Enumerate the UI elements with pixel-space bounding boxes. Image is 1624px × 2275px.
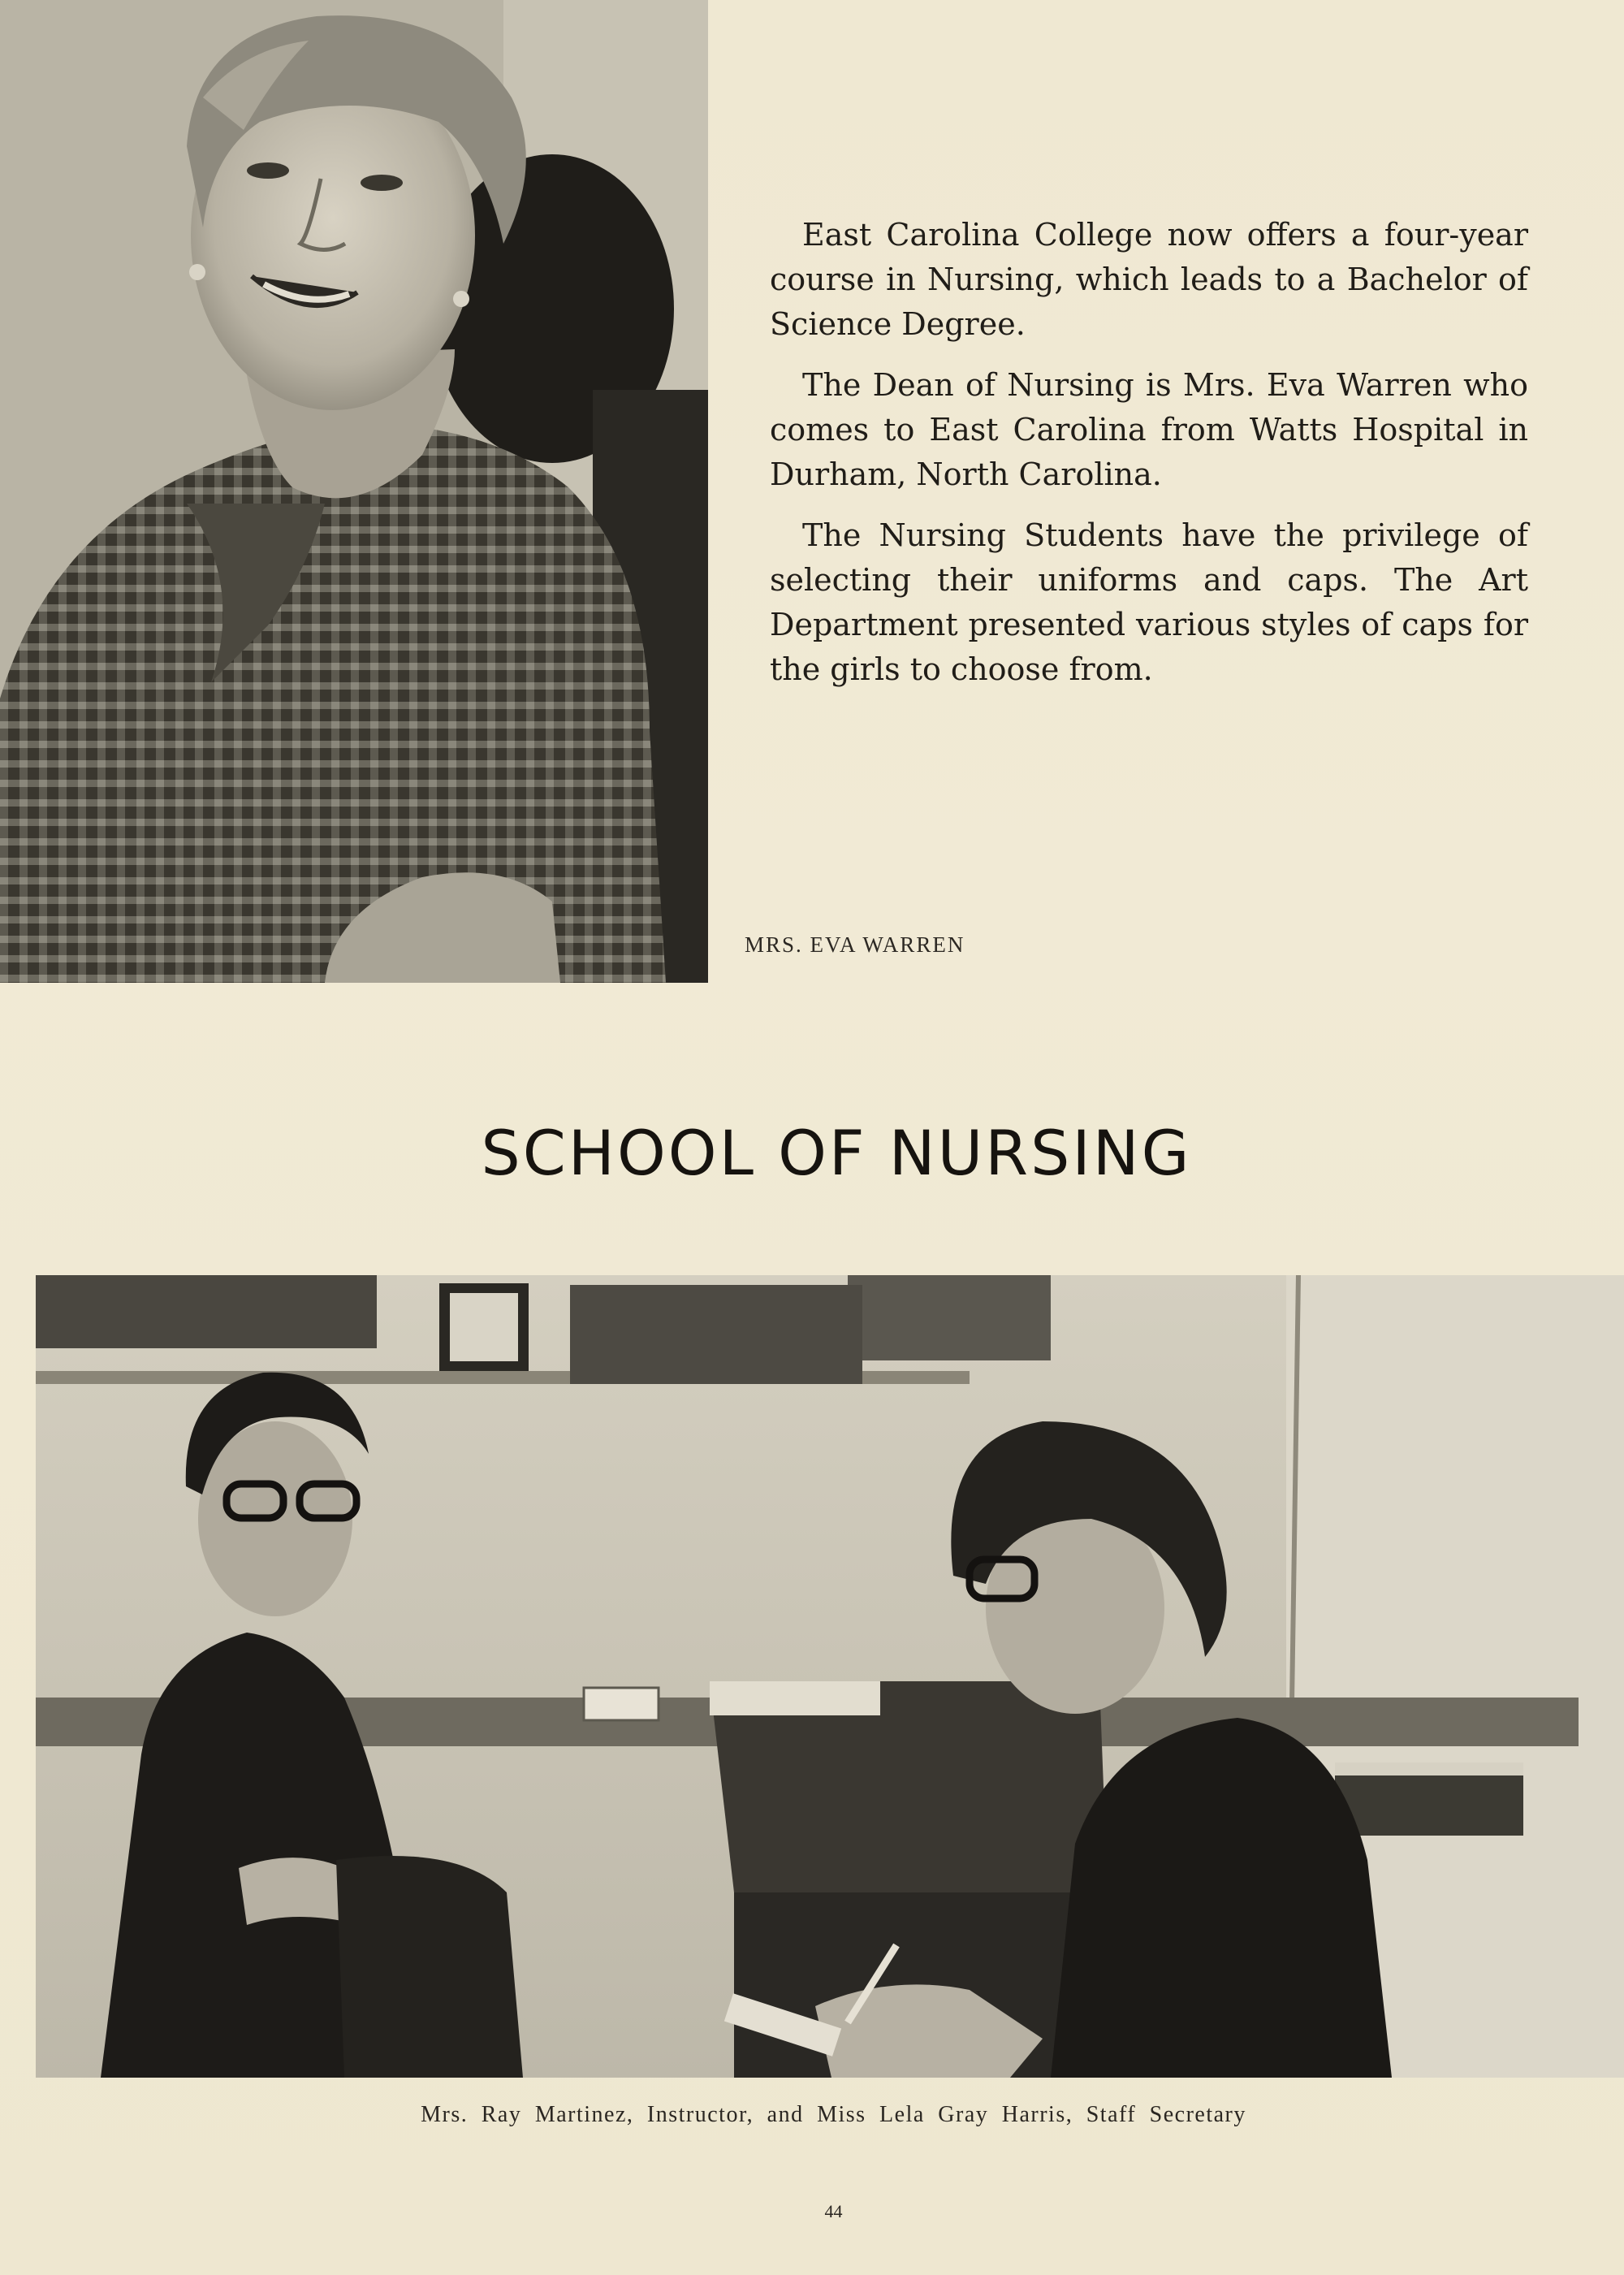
intro-text	[770, 213, 1528, 708]
section-title: SCHOOL OF NURSING	[481, 1117, 1192, 1189]
office-photo-caption: Mrs. Ray Martinez, Instructor, and Miss Lela Gray Harris, Staff Secretary	[421, 2102, 1246, 2127]
intro-paragraph-1: East Carolina College now offers a four-year course in Nursing, which leads to a Bachelor of Science Degree.	[770, 217, 1528, 342]
page-number: 44	[824, 2201, 843, 2221]
portrait-caption: MRS. EVA WARREN	[745, 932, 965, 957]
intro-paragraph-2: The Dean of Nursing is Mrs. Eva Warren who comes to East Carolina from Watts Hospital in Durham, North Carolina.	[770, 367, 1528, 492]
intro-paragraph-3: The Nursing Students have the privilege of selecting their uniforms and caps. The Art Department presented various styles of caps for the girls to choose from.	[770, 517, 1528, 687]
office-photo-instructor-and-secretary	[36, 1275, 1624, 2078]
portrait-photo-eva-warren	[0, 0, 708, 983]
